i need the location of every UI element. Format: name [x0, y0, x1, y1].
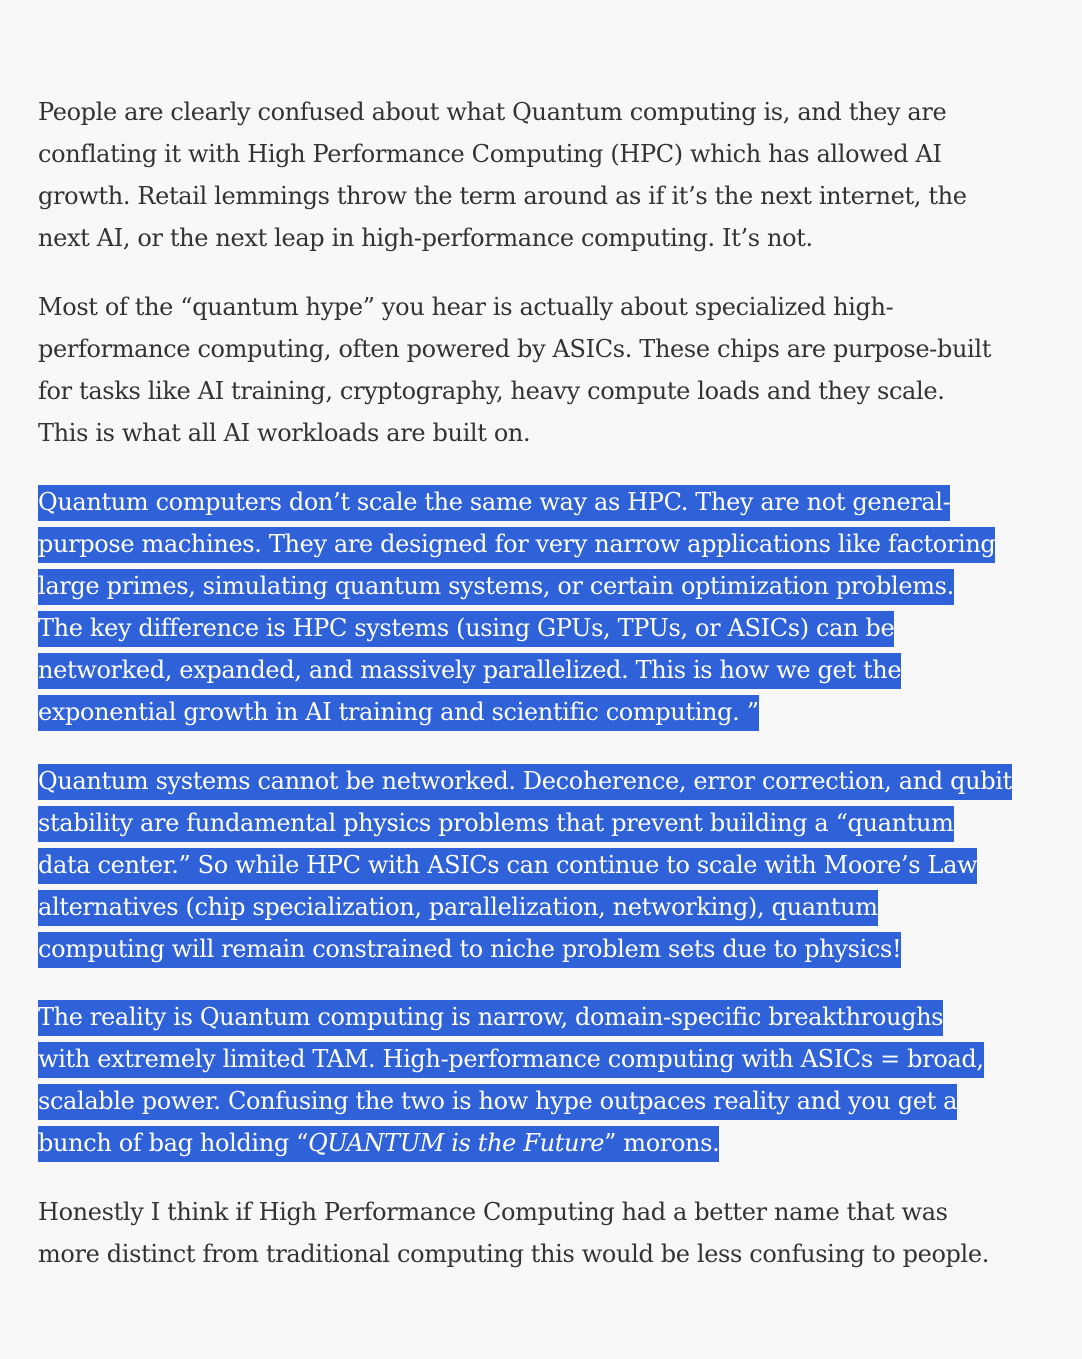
- text-line: [38, 565, 995, 607]
- text-line: next AI, or the next leap in high-performance computing. It’s not.: [38, 224, 813, 252]
- text-line: for tasks like AI training, cryptography, heavy compute loads and they scale.: [38, 377, 945, 405]
- selected-text: computing will remain constrained to niche problem sets due to physics!: [38, 932, 901, 968]
- text-line: [38, 844, 1012, 886]
- selected-text: The reality is Quantum computing is narrow, domain-specific breakthroughs: [38, 1000, 943, 1036]
- text-line: [38, 607, 995, 649]
- text-line: growth. Retail lemmings throw the term around as if it’s the next internet, the: [38, 182, 967, 210]
- text-run: ” morons.: [604, 1129, 720, 1157]
- text-line: [38, 1038, 984, 1080]
- text-run: bunch of bag holding “: [38, 1129, 309, 1157]
- text-line: This is what all AI workloads are built on.: [38, 419, 531, 447]
- text-line: Most of the “quantum hype” you hear is actually about specialized high-: [38, 293, 894, 321]
- text-line: more distinct from traditional computing this would be less confusing to people.: [38, 1240, 990, 1268]
- selected-text: Quantum computers don’t scale the same way as HPC. They are not general-: [38, 485, 950, 521]
- text-line: People are clearly confused about what Quantum computing is, and they are: [38, 98, 947, 126]
- paragraph-6: [38, 1107, 989, 1359]
- selected-text: stability are fundamental physics problems that prevent building a “quantum: [38, 806, 954, 842]
- text-line: [38, 481, 995, 523]
- selected-text: data center.” So while HPC with ASICs can continue to scale with Moore’s Law: [38, 848, 977, 884]
- selected-text: networked, expanded, and massively parallelized. This is how we get the: [38, 653, 901, 689]
- text-line: Honestly I think if High Performance Computing had a better name that was: [38, 1198, 948, 1226]
- text-line: [38, 760, 1012, 802]
- selected-text: Quantum systems cannot be networked. Decoherence, error correction, and qubit: [38, 764, 1012, 800]
- text-line: [38, 523, 995, 565]
- selected-text: alternatives (chip specialization, parallelization, networking), quantum: [38, 890, 878, 926]
- emphasized-quote: QUANTUM is the Future: [308, 1129, 605, 1157]
- text-line: [38, 996, 984, 1038]
- selected-text: with extremely limited TAM. High-performance computing with ASICs = broad,: [38, 1042, 984, 1078]
- text-line: conflating it with High Performance Computing (HPC) which has allowed AI: [38, 140, 942, 168]
- selected-text: exponential growth in AI training and scientific computing. ”: [38, 695, 759, 731]
- selected-text: The key difference is HPC systems (using GPUs, TPUs, or ASICs) can be: [38, 611, 894, 647]
- text-line: performance computing, often powered by ASICs. These chips are purpose-built: [38, 335, 992, 363]
- selected-text: purpose machines. They are designed for very narrow applications like factoring: [38, 527, 995, 563]
- text-line: [38, 802, 1012, 844]
- selected-text: scalable power. Confusing the two is how hype outpaces reality and you get a: [38, 1084, 957, 1120]
- selected-text: large primes, simulating quantum systems, or certain optimization problems.: [38, 569, 954, 605]
